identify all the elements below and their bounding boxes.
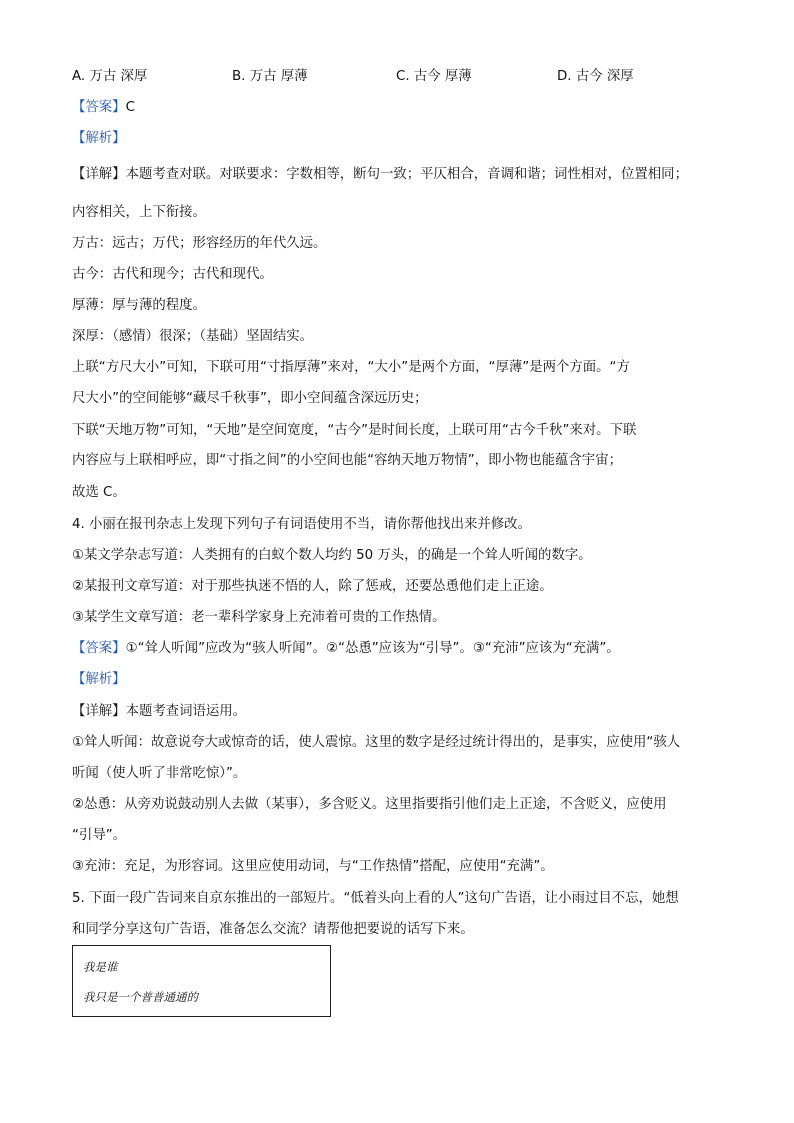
detail-tag: 【详解】 xyxy=(72,704,126,719)
q3-line-9: 故选 C。 xyxy=(72,485,126,500)
ad-copy-line-2: 我只是一个普普通通的 xyxy=(83,990,198,1004)
q3-line-6: 尺大小”的空间能够“藏尽千秋事”，即小空间蕴含深远历史； xyxy=(72,391,428,406)
q4-sentence-1: ①某文学杂志写道：人类拥有的白蚁个数人均约 50 万头，的确是一个耸人听闻的数字。 xyxy=(72,548,592,563)
q4-explain-3: ②怂恿：从旁劝说鼓动别人去做（某事），多含贬义。这里指要指引他们走上正途，不含贬义，应使用 xyxy=(72,797,667,812)
q4-explain-1: ①耸人听闻：故意说夸大或惊奇的话，使人震惊。这里的数字是经过统计得出的，是事实，应使用“骇人 xyxy=(72,735,681,750)
answer-tag: 【答案】 xyxy=(72,100,126,115)
q3-line-3: 厚薄：厚与薄的程度。 xyxy=(72,298,206,313)
q4-answer xyxy=(72,640,620,658)
detail-tag: 【详解】 xyxy=(72,167,126,182)
q5-stem-2: 和同学分享这句广告语，准备怎么交流？请帮他把要说的话写下来。 xyxy=(72,922,474,937)
option-c: C. 古今 厚薄 xyxy=(396,69,472,84)
ad-copy-line-1: 我是谁 xyxy=(83,960,118,974)
q4-explain-4: “引导”。 xyxy=(72,828,127,843)
detail-text: 本题考查对联。对联要求：字数相等，断句一致；平仄相合，音调和谐；词性相对，位置相同； xyxy=(125,167,688,182)
q3-analysis-tag: 【解析】 xyxy=(72,131,126,146)
answer-tag: 【答案】 xyxy=(72,641,126,656)
q3-line-8: 内容应与上联相呼应，即“寸指之间”的小空间也能“容纳天地万物情”，即小物也能蕴含宇宙； xyxy=(72,453,622,468)
q3-detail-2: 内容相关，上下衔接。 xyxy=(72,205,206,220)
answer-value: ①“耸人听闻”应改为“骇人听闻”。②“怂恿”应该为“引导”。③“充沛”应该为“充满”。 xyxy=(125,641,620,656)
q4-sentence-3: ③某学生文章写道：老一辈科学家身上充沛着可贵的工作热情。 xyxy=(72,610,446,625)
detail-text: 本题考查词语运用。 xyxy=(125,704,247,719)
q5-stem-1: 5. 下面一段广告词来自京东推出的一部短片。“低着头向上看的人”这句广告语，让小雨过目不忘，她想 xyxy=(72,891,679,906)
q4-sentence-2: ②某报刊文章写道：对于那些执迷不悟的人，除了惩戒，还要怂恿他们走上正途。 xyxy=(72,579,553,594)
q4-analysis-tag: 【解析】 xyxy=(72,672,126,687)
q4-detail-1 xyxy=(72,703,246,721)
q4-stem: 4. 小丽在报刊杂志上发现下列句子有词语使用不当，请你帮他找出来并修改。 xyxy=(72,517,531,532)
option-b: B. 万古 厚薄 xyxy=(232,69,308,84)
q3-answer xyxy=(72,99,135,117)
ad-copy-box xyxy=(72,945,331,1017)
option-a: A. 万古 深厚 xyxy=(72,69,148,84)
q4-explain-5: ③充沛：充足，为形容词。这里应使用动词，与“工作热情”搭配，应使用“充满”。 xyxy=(72,859,554,874)
answer-value: C xyxy=(125,100,135,115)
q4-explain-2: 听闻（使人听了非常吃惊）”。 xyxy=(72,766,247,781)
q3-line-1: 万古：远古；万代；形容经历的年代久远。 xyxy=(72,236,327,251)
q3-line-7: 下联“天地万物”可知，“天地”是空间宽度，“古今”是时间长度，上联可用“古今千秋”来对。下联 xyxy=(72,423,637,438)
q3-detail-1 xyxy=(72,166,688,184)
option-d: D. 古今 深厚 xyxy=(557,69,634,84)
q3-line-5: 上联“方尺大小”可知，下联可用“寸指厚薄”来对，“大小”是两个方面，“厚薄”是两个方面。“方 xyxy=(72,360,630,375)
q3-line-2: 古今：古代和现今；古代和现代。 xyxy=(72,267,273,282)
q3-line-4: 深厚：（感情）很深；（基础）坚固结实。 xyxy=(72,329,314,344)
